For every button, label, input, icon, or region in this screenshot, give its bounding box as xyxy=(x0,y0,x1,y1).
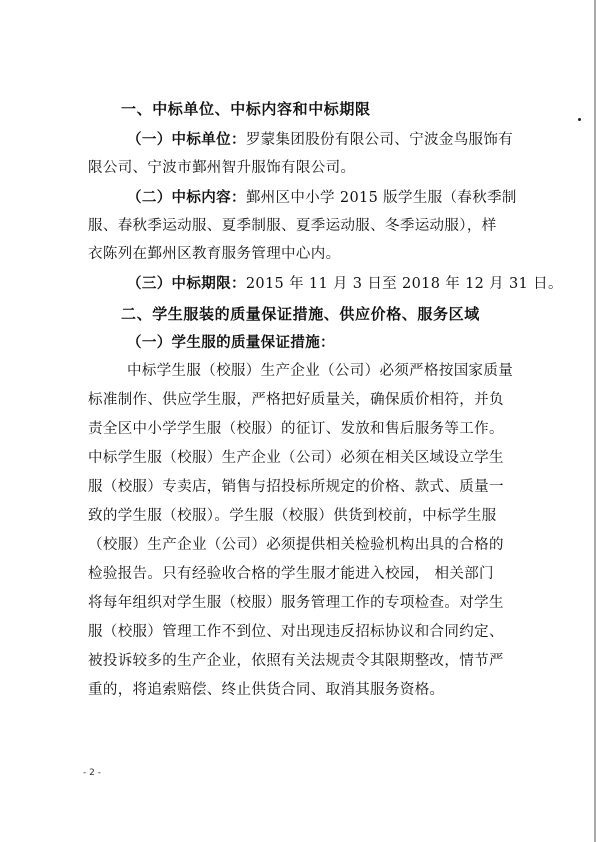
section2-item1-label: （一）学生服的质量保证措施： xyxy=(127,334,335,351)
item2-label: （二）中标内容： xyxy=(127,189,246,206)
section1-item3 xyxy=(127,275,563,293)
body-line-6: 致的学生服（校服）。学生服（校服）供货到校前，中标学生服 xyxy=(88,508,497,524)
body-line-1: 中标学生服（校服）生产企业（公司）必须严格按国家质量 xyxy=(127,363,514,379)
item1-text-b: 限公司、宁波市鄞州智升服饰有限公司。 xyxy=(88,160,356,176)
item2-text-b: 服、春秋季运动服、夏季制服、夏季运动服、冬季运动服），样 xyxy=(88,218,497,234)
item3-label: （三）中标期限： xyxy=(127,275,246,292)
page-number: - 2 - xyxy=(83,768,101,778)
body-line-3: 责全区中小学学生服（校服）的征订、发放和售后服务等工作。 xyxy=(88,421,504,437)
body-line-2: 标准制作、供应学生服，严格把好质量关，确保质价相符，并负 xyxy=(88,392,504,408)
section2-heading: 二、学生服装的质量保证措施、供应价格、服务区域 xyxy=(121,305,480,323)
section1-item2 xyxy=(127,189,517,207)
scan-artifact-dot xyxy=(578,118,581,121)
body-line-10: 服（校服）管理工作不到位、对出现违反招标协议和合同约定、 xyxy=(88,624,504,640)
item2-text-a: 鄞州区中小学 2015 版学生服（春秋季制 xyxy=(245,190,517,206)
body-line-5: 服（校服）专卖店，销售与招投标所规定的价格、款式、质量一 xyxy=(88,479,504,495)
body-line-11: 被投诉较多的生产企业，依照有关法规责令其限期整改，情节严 xyxy=(88,653,504,669)
body-line-12: 重的，将追索赔偿、终止供货合同、取消其服务资格。 xyxy=(88,682,445,698)
item1-label: （一）中标单位： xyxy=(127,131,246,148)
section1-heading: 一、中标单位、中标内容和中标期限 xyxy=(121,100,371,118)
body-line-8: 检验报告。只有经验收合格的学生服才能进入校园， 相关部门 xyxy=(88,566,494,582)
item1-text-a: 罗蒙集团股份有限公司、宁波金鸟服饰有 xyxy=(245,132,514,148)
section1-item1 xyxy=(127,131,513,149)
body-line-7: （校服）生产企业（公司）必须提供相关检验机构出具的合格的 xyxy=(88,537,504,553)
item3-text: 2015 年 11 月 3 日至 2018 年 12 月 31 日。 xyxy=(245,276,563,292)
item2-text-c: 衣陈列在鄞州区教育服务管理中心内。 xyxy=(88,246,341,262)
body-line-4: 中标学生服（校服）生产企业（公司）必须在相关区域设立学生 xyxy=(88,450,504,466)
body-line-9: 将每年组织对学生服（校服）服务管理工作的专项检查。对学生 xyxy=(88,595,504,611)
